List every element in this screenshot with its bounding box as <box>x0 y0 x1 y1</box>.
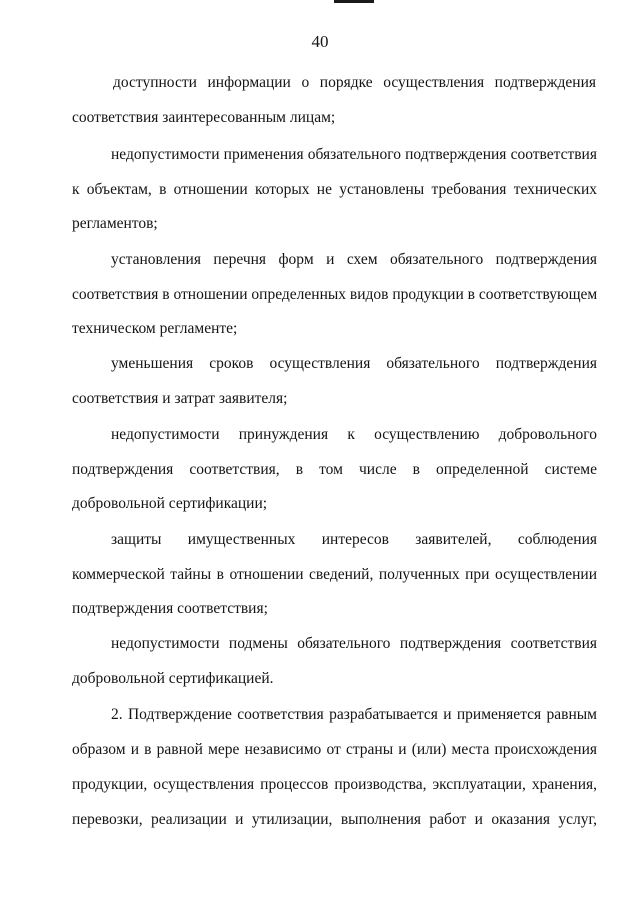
text-line: соответствия заинтересованным лицам; <box>72 109 336 126</box>
text-line: добровольной сертификации; <box>72 495 268 512</box>
text-line: соответствия в отношении определенных видов продукции в соответствующем <box>72 286 598 303</box>
text-line: соответствия и затрат заявителя; <box>72 390 288 407</box>
text-line: защиты имущественных интересов заявителей, соблюдения <box>111 531 597 548</box>
text-line: недопустимости принуждения к осуществлению добровольного <box>111 426 597 443</box>
text-line: техническом регламенте; <box>72 320 238 337</box>
text-line: установления перечня форм и схем обязательного подтверждения <box>111 251 597 268</box>
text-line: коммерческой тайны в отношении сведений, полученных при осуществлении <box>72 566 597 583</box>
text-line: образом и в равной мере независимо от страны и (или) места происхождения <box>72 741 597 758</box>
page-number: 40 <box>311 32 329 51</box>
text-line: подтверждения соответствия, в том числе в определенной системе <box>72 461 597 478</box>
text-line: доступности информации о порядке осуществления подтверждения <box>113 74 596 91</box>
text-line: недопустимости подмены обязательного подтверждения соответствия <box>111 635 597 652</box>
text-line: продукции, осуществления процессов производства, эксплуатации, хранения, <box>72 776 597 793</box>
text-line: подтверждения соответствия; <box>72 600 268 617</box>
text-line: к объектам, в отношении которых не установлены требования технических <box>72 181 597 198</box>
text-line: регламентов; <box>72 215 158 232</box>
top-edge-mark <box>334 0 374 3</box>
text-line: добровольной сертификацией. <box>72 670 274 687</box>
text-line: недопустимости применения обязательного подтверждения соответствия <box>111 146 597 163</box>
text-line: 2. Подтверждение соответствия разрабатывается и применяется равным <box>111 706 597 723</box>
text-line: уменьшения сроков осуществления обязательного подтверждения <box>111 355 597 372</box>
text-line: перевозки, реализации и утилизации, выполнения работ и оказания услуг, <box>72 811 597 828</box>
